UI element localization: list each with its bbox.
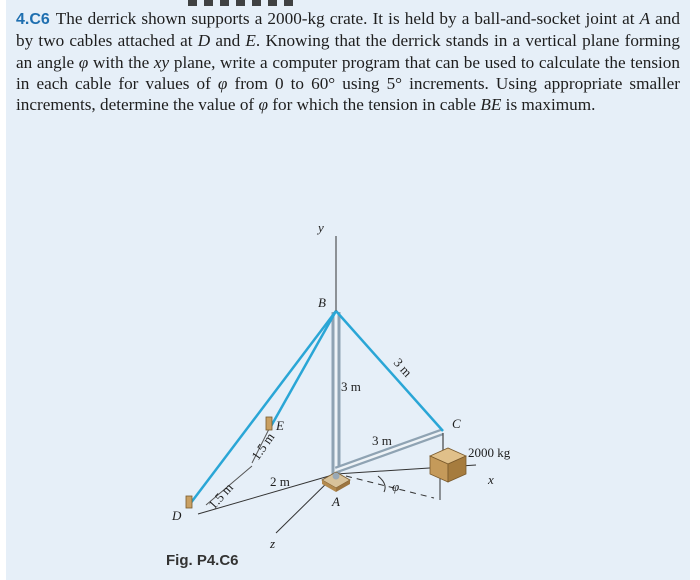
problem-text-7: from 0 to 60° using 5° increments. Using appropriate smaller increments, determine the value of	[16, 73, 680, 115]
problem-number: 4.C6	[16, 11, 50, 28]
phi-symbol: φ	[217, 73, 228, 93]
dim-BC: 3 m	[390, 354, 416, 380]
ball-joint-A	[333, 473, 340, 480]
anchor-D	[186, 496, 192, 508]
phi-symbol: φ	[258, 95, 268, 115]
dim-1.5m-upper: 1.5 m	[248, 429, 278, 463]
problem-text-8: for which the tension in cable	[267, 95, 481, 115]
phi-symbol: φ	[78, 52, 89, 72]
cable-BC	[336, 311, 443, 431]
problem-text-2: and by two cables attached at	[16, 9, 680, 51]
problem-text-6: plane, write a computer program that can be used to calculate the tension in each cable for values of	[16, 52, 680, 93]
cable-BE-ref: BE	[480, 95, 502, 115]
label-point-C: C	[452, 416, 461, 431]
point-D-ref: D	[197, 31, 211, 51]
point-E-ref: E	[245, 31, 256, 51]
cable-BE	[270, 311, 336, 428]
label-point-A: A	[332, 494, 340, 509]
label-point-B: B	[318, 295, 326, 310]
plane-trace-dashed	[346, 476, 434, 498]
cable-BD	[190, 311, 336, 504]
xy-plane-ref: xy	[153, 52, 170, 72]
figure-caption: Fig. P4.C6	[166, 552, 239, 569]
label-y-axis: y	[318, 220, 324, 235]
dim-AB: 3 m	[341, 379, 361, 394]
problem-text-3: and	[210, 31, 246, 51]
label-z-axis: z	[270, 536, 276, 551]
problem-text-9: is maximum.	[501, 95, 596, 115]
label-point-E: E	[276, 418, 284, 433]
label-point-D: D	[172, 508, 182, 523]
problem-text-1: The derrick shown supports a 2000-kg crate. It is held by a ball-and-socket joint at	[55, 9, 640, 28]
label-phi: φ	[392, 479, 400, 494]
label-x-axis: x	[488, 472, 494, 487]
anchor-E	[266, 417, 272, 430]
dim-2m: 2 m	[270, 474, 290, 489]
point-A-ref: A	[639, 9, 651, 28]
problem-text-4: . Knowing that the derrick stands in a vertical plane forming an angle	[16, 31, 680, 72]
dim-1.5m-lower: 1.5 m	[205, 479, 237, 513]
problem-text-5: with the	[88, 52, 154, 72]
dim-AC: 3 m	[372, 433, 392, 448]
label-mass: 2000 kg	[468, 445, 511, 460]
